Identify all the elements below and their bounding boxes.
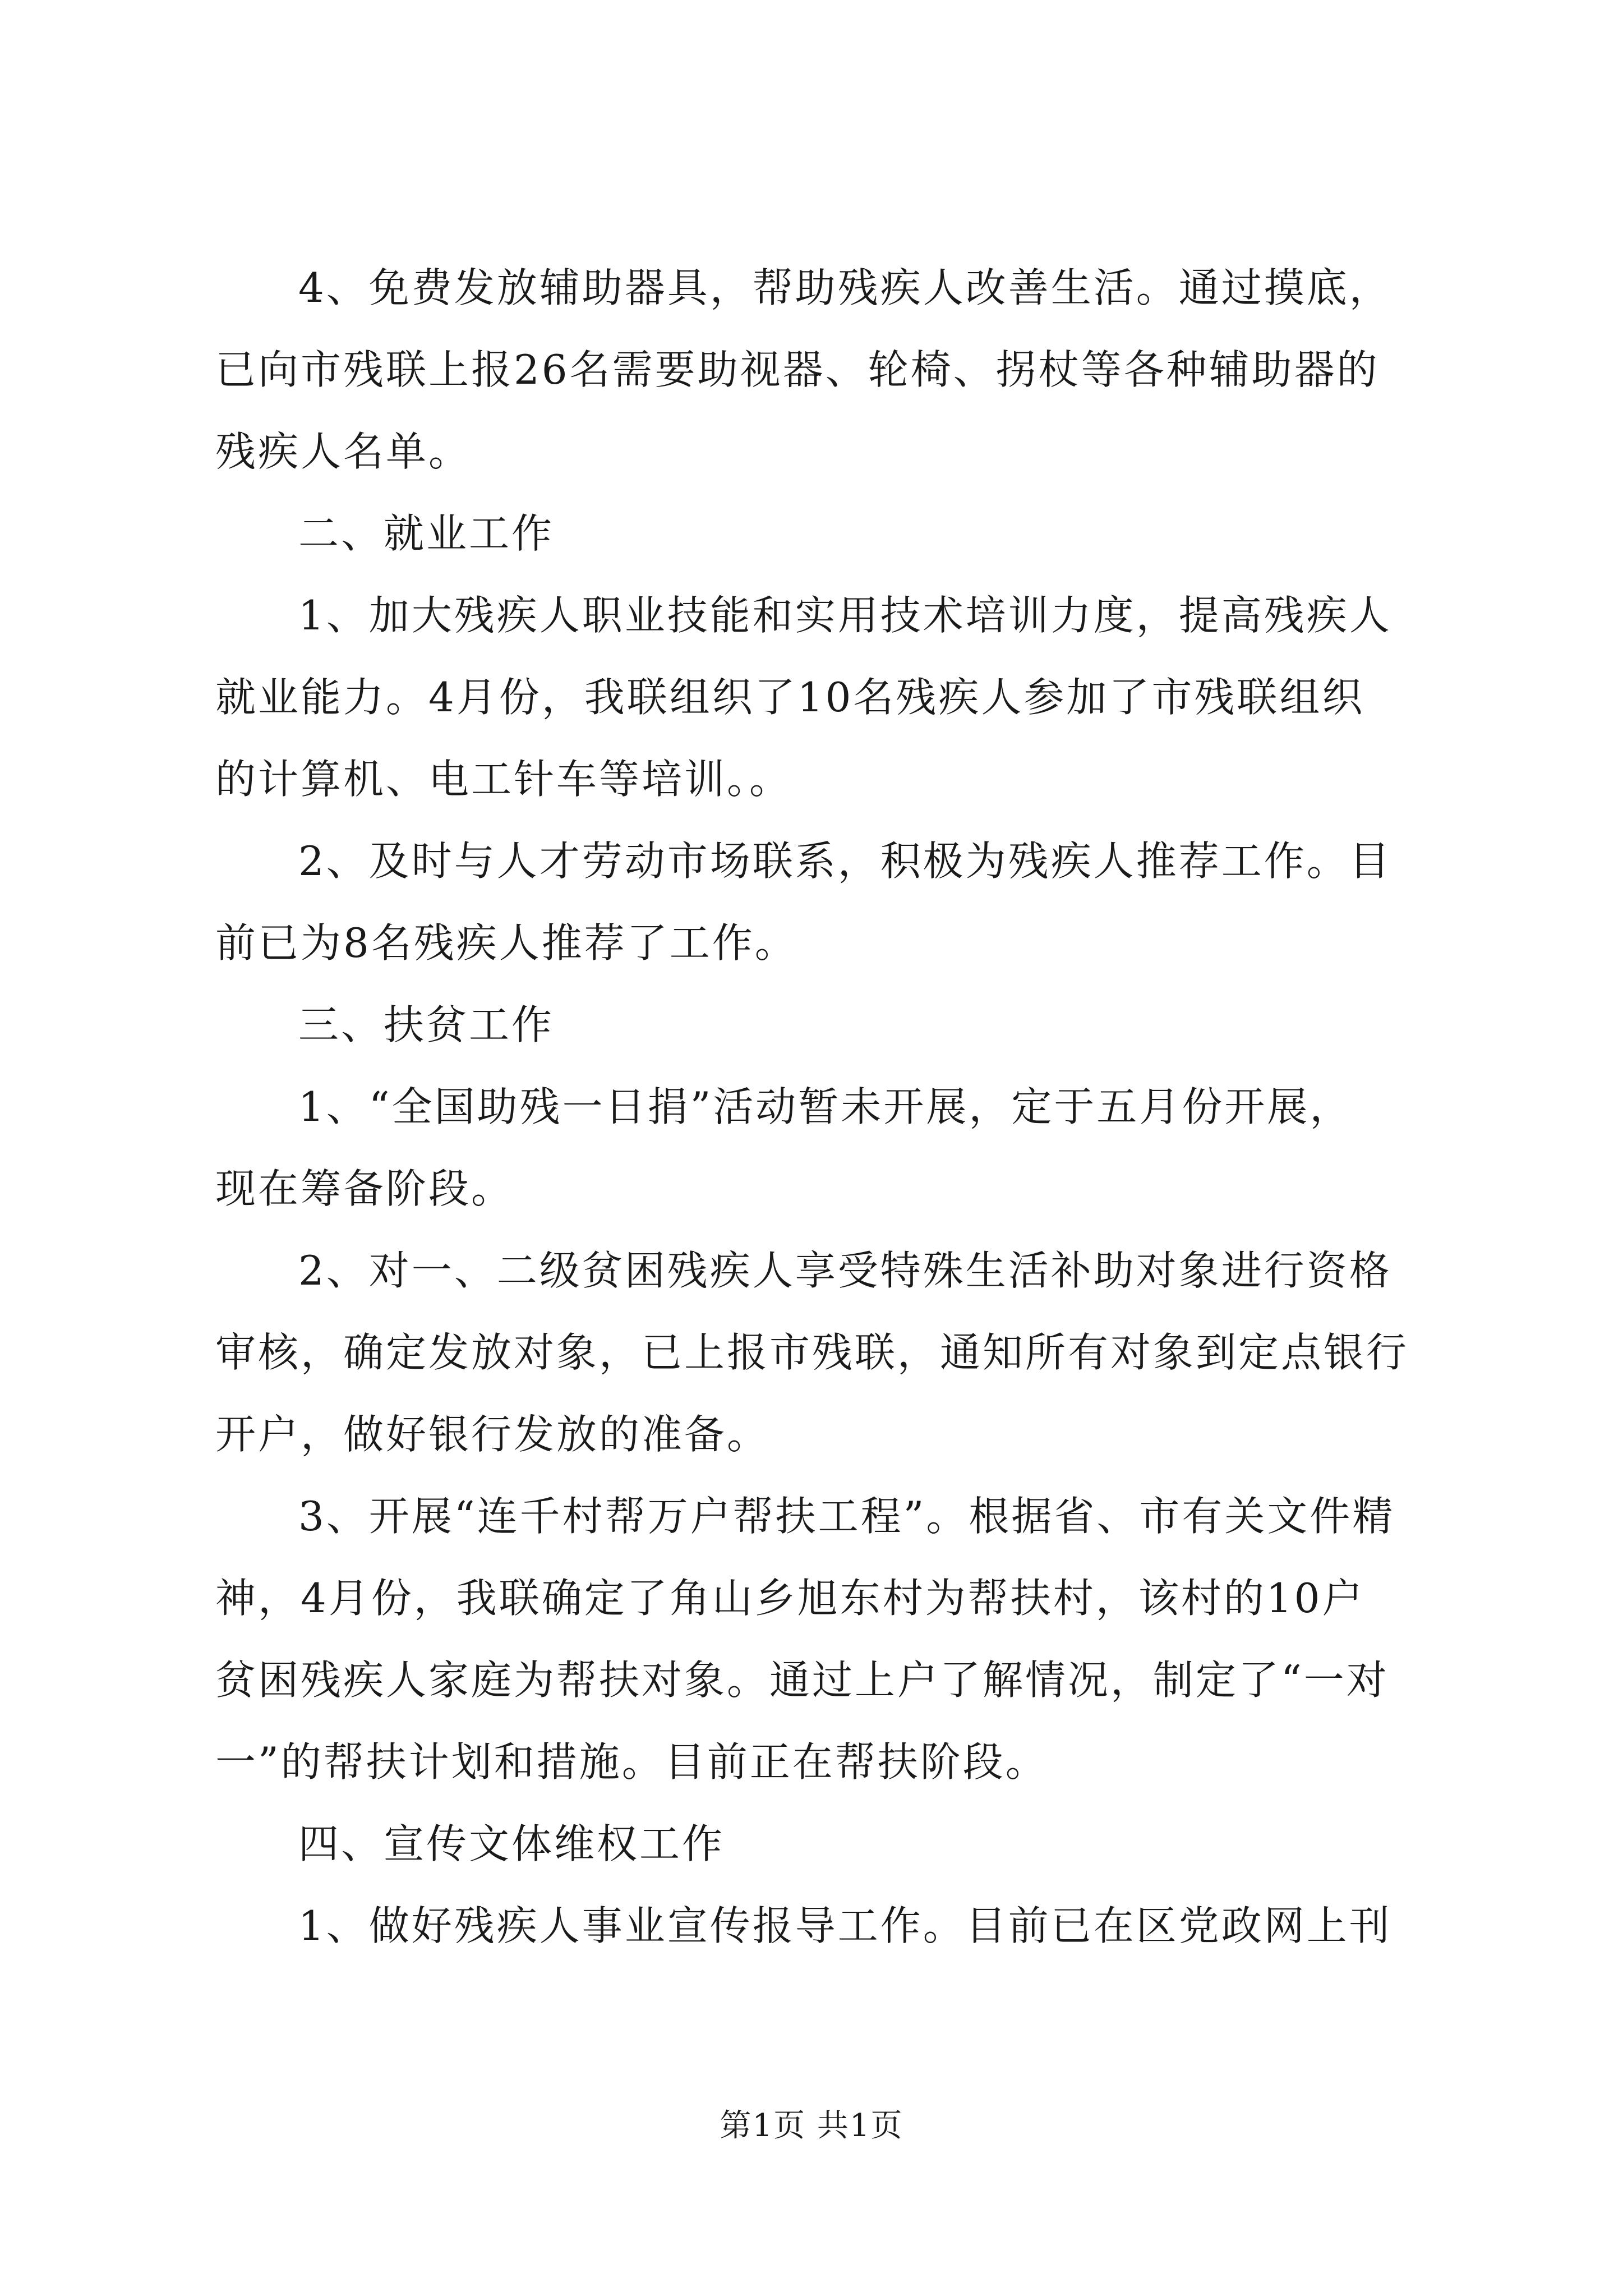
paragraph-line: 神，4月份，我联确定了角山乡旭东村为帮扶村，该村的10户	[215, 1575, 1365, 1622]
page-footer: 第1页 共1页	[720, 2108, 903, 2144]
paragraph-line: 1、加大残疾人职业技能和实用技术培训力度，提高残疾人	[298, 592, 1392, 639]
paragraph-line: 2、对一、二级贫困残疾人享受特殊生活补助对象进行资格	[298, 1247, 1392, 1294]
paragraph-line: 就业能力。4月份，我联组织了10名残疾人参加了市残联组织	[215, 674, 1365, 721]
paragraph-line: 残疾人名单。	[215, 428, 472, 475]
paragraph-line: 贫困残疾人家庭为帮扶对象。通过上户了解情况，制定了“一对	[215, 1657, 1389, 1704]
section-heading: 四、宣传文体维权工作	[298, 1820, 725, 1867]
paragraph-line: 现在筹备阶段。	[215, 1165, 514, 1212]
paragraph-line: 审核，确定发放对象，已上报市残联，通知所有对象到定点银行	[215, 1329, 1409, 1376]
paragraph-line: 已向市残联上报26名需要助视器、轮椅、拐杖等各种辅助器的	[215, 346, 1380, 393]
section-heading: 二、就业工作	[298, 510, 555, 557]
paragraph-line: 前已为8名残疾人推荐了工作。	[215, 919, 797, 967]
paragraph-line: 开户，做好银行发放的准备。	[215, 1411, 770, 1458]
paragraph-line: 的计算机、电工针车等培训。。	[215, 756, 792, 803]
section-heading: 三、扶贫工作	[298, 1001, 555, 1048]
paragraph-line: 一”的帮扶计划和措施。目前正在帮扶阶段。	[215, 1738, 1048, 1786]
paragraph-line: 1、“全国助残一日捐”活动暂未开展，定于五月份开展，	[298, 1083, 1353, 1130]
paragraph-line: 4、免费发放辅助器具，帮助残疾人改善生活。通过摸底，	[298, 264, 1392, 311]
paragraph-line: 3、开展“连千村帮万户帮扶工程”。根据省、市有关文件精	[298, 1493, 1395, 1540]
paragraph-line: 2、及时与人才劳动市场联系，积极为残疾人推荐工作。目	[298, 838, 1392, 885]
document-body	[215, 247, 1413, 1967]
paragraph-line: 1、做好残疾人事业宣传报导工作。目前已在区党政网上刊	[298, 1902, 1392, 1949]
